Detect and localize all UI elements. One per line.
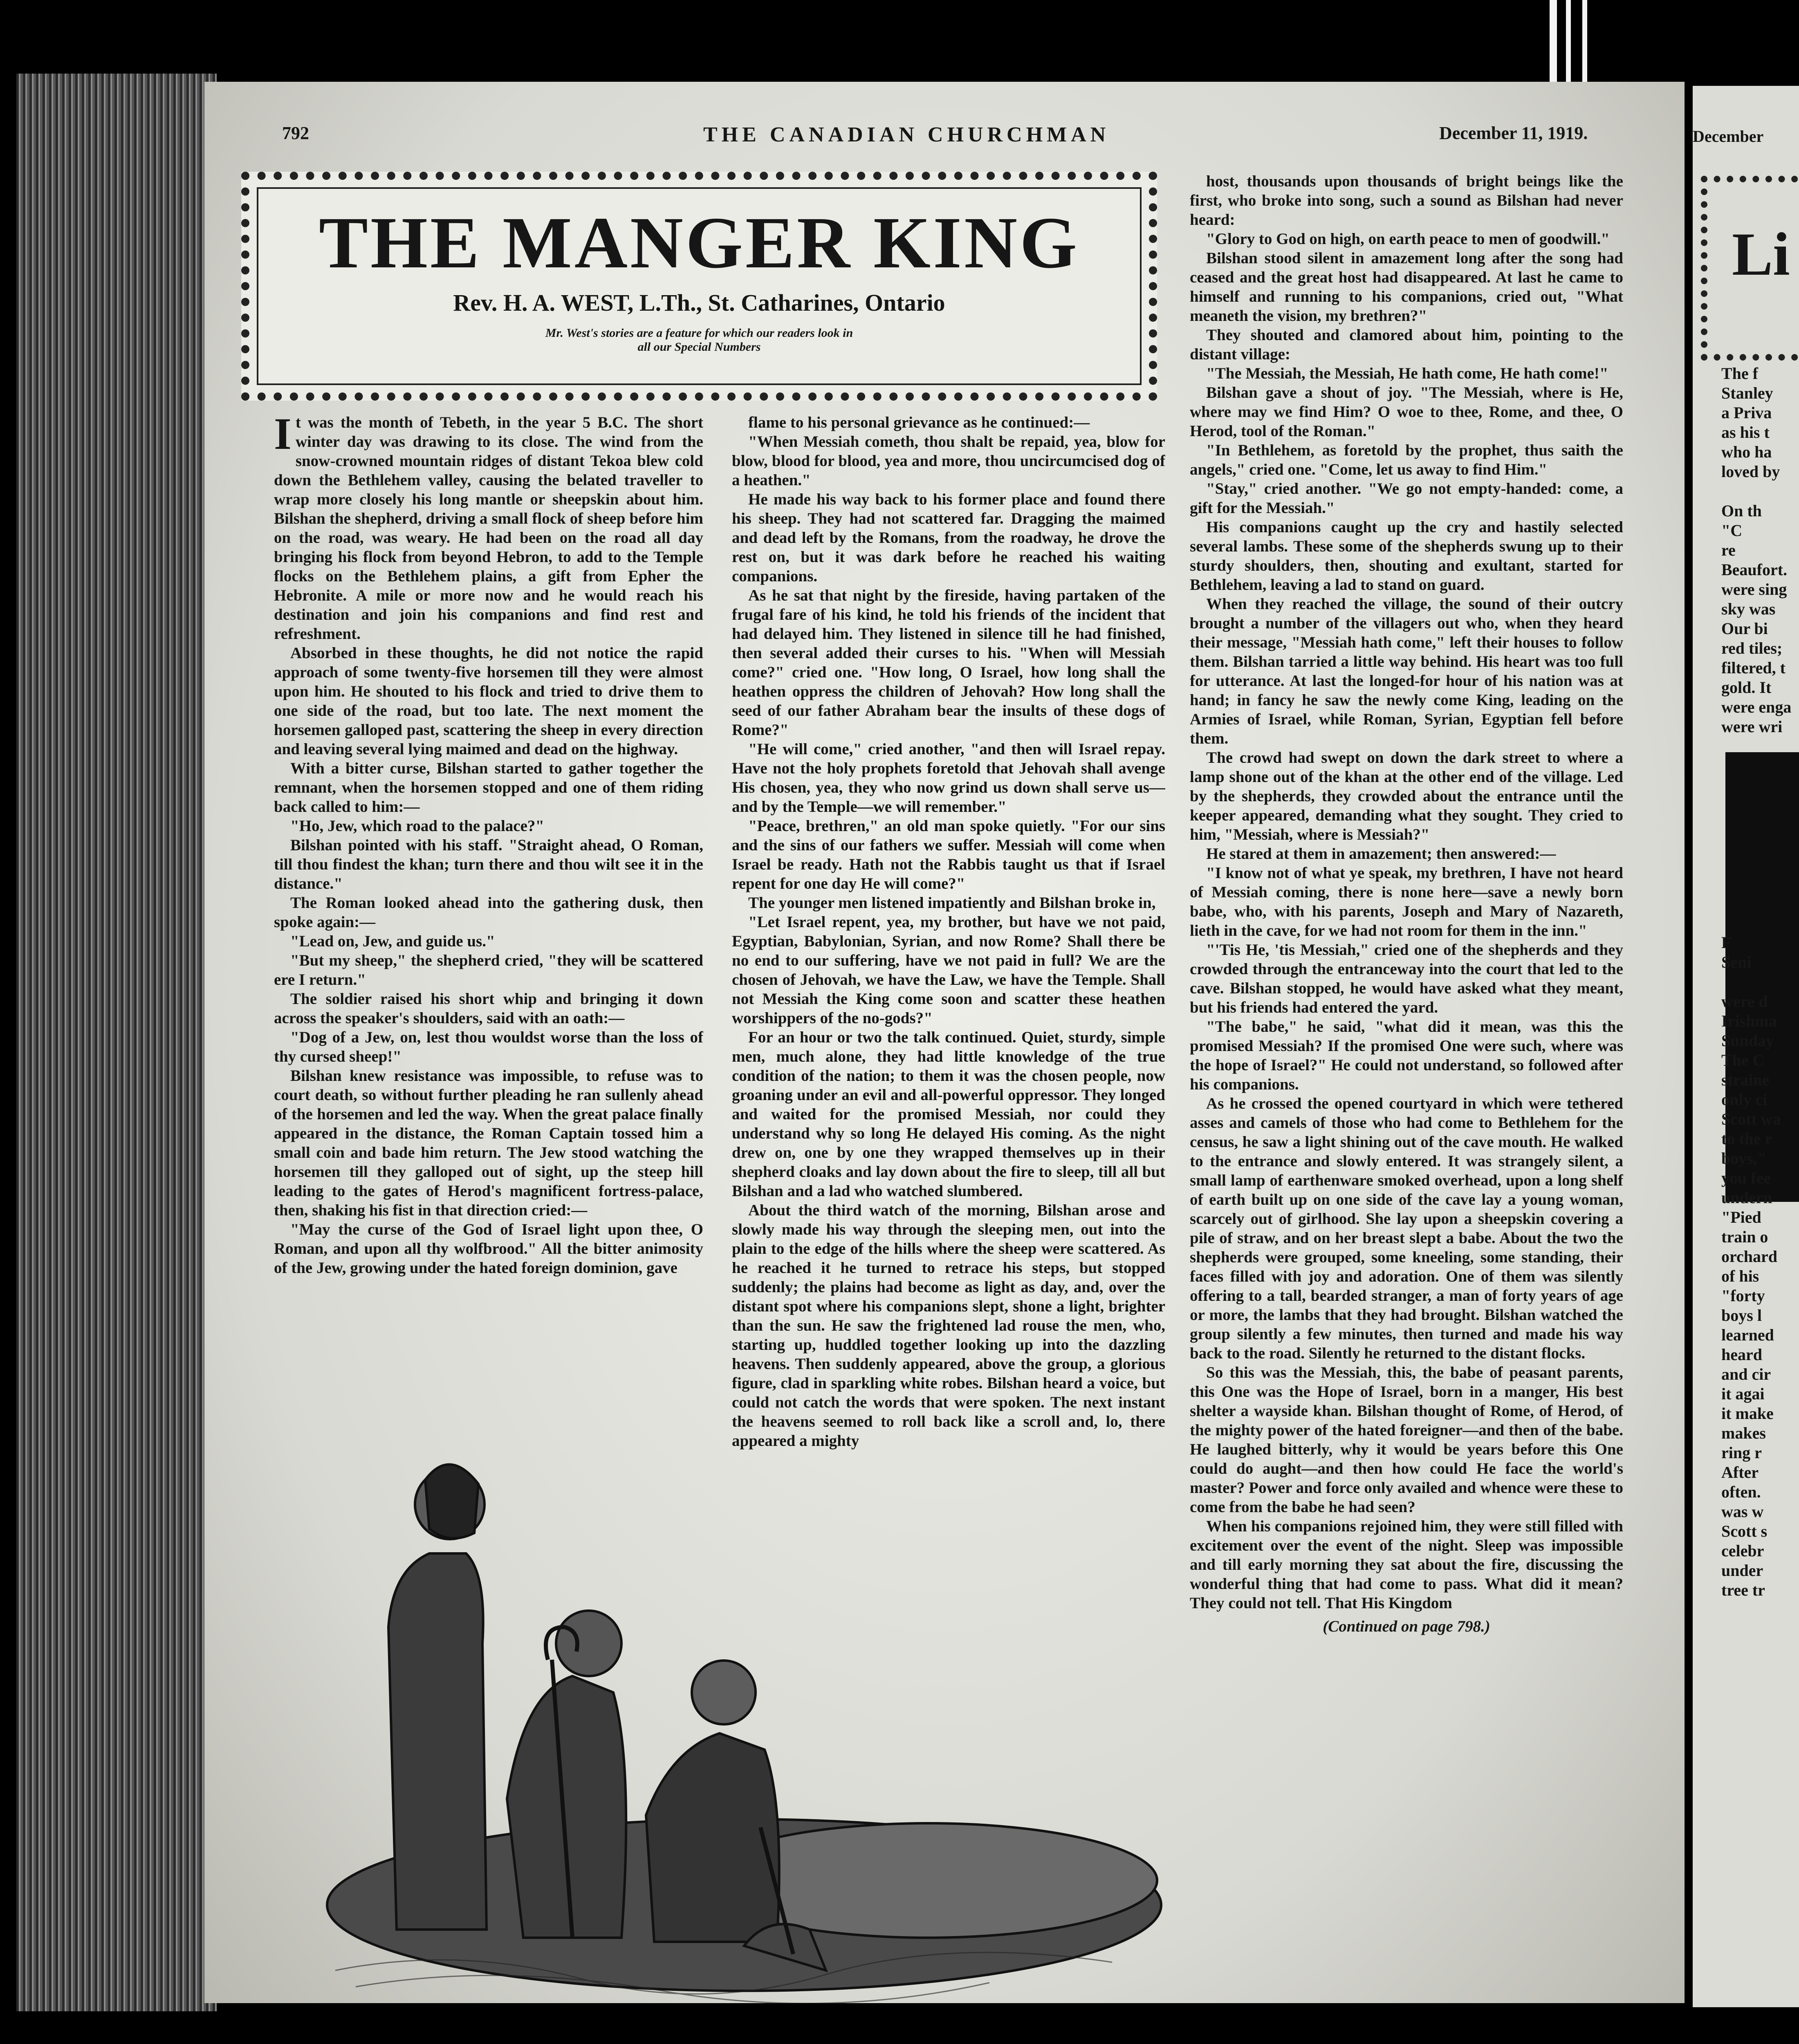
adjacent-text-line: were d bbox=[1721, 992, 1768, 1011]
issue-date: December 11, 1919. bbox=[1439, 123, 1588, 143]
paragraph: The soldier raised his short whip and bringing it down across the speaker's shoulders, said with an oath:— bbox=[274, 990, 703, 1027]
adjacent-text-line: Our bi bbox=[1721, 619, 1768, 638]
adjacent-text-line: "Pied bbox=[1721, 1208, 1761, 1226]
adjacent-text-line: The f bbox=[1721, 364, 1758, 383]
adjacent-text-line: Irishma bbox=[1721, 1012, 1777, 1030]
paragraph: "He will come," cried another, "and then will Israel repay. Have not the holy prophets foretold that Jehovah shall avenge His chosen, yea, they who now grind us down shall serve us—and by the Temple—we will remember." bbox=[732, 740, 1165, 816]
adjacent-text-line: celebr bbox=[1721, 1542, 1764, 1560]
paragraph: "Peace, brethren," an old man spoke quietly. "For our sins and the sins of our fathers we suffer. Messiah will come when Israel be ready. Hath not the Rabbis taught us that if Israel repent for one day He will come?" bbox=[732, 817, 1165, 892]
paragraph: "In Bethlehem, as foretold by the prophet, thus saith the angels," cried one. "Come, let us away to find Him." bbox=[1190, 442, 1623, 478]
paragraph: "Glory to God on high, on earth peace to men of goodwill." bbox=[1206, 230, 1610, 248]
paragraph: For an hour or two the talk continued. Quiet, sturdy, simple men, much alone, they had little knowledge of the true condition of the nation; to them it was the chosen people, now groaning under an evil and all-powerful oppressor. They longed and waited for the promised Messiah, nor could they understand why so long He delayed His coming. As the night drew on, one by one they wrapped themselves up in their shepherd cloaks and lay down about the fire to sleep, till all but Bilshan and a lad who watched slumbered. bbox=[732, 1029, 1165, 1200]
adjacent-text bbox=[1721, 364, 1799, 1999]
adjacent-text-line: a Priva bbox=[1721, 403, 1772, 422]
adjacent-text-line: re bbox=[1721, 541, 1736, 559]
paragraph bbox=[274, 413, 703, 643]
paragraph: "Stay," cried another. "We go not empty-handed: come, a gift for the Messiah." bbox=[1190, 480, 1623, 517]
adjacent-text-line: you fee bbox=[1721, 1169, 1771, 1187]
adjacent-text-line: "C bbox=[1721, 521, 1743, 540]
paragraph: "May the curse of the God of Israel light upon thee, O Roman, and upon all thy wolfbrood." All the bitter animosity of the Jew, growing under the hated foreign dominion, gave bbox=[274, 1221, 703, 1277]
adjacent-text-line: of his bbox=[1721, 1267, 1759, 1285]
publication-name: THE CANADIAN CHURCHMAN bbox=[703, 123, 1110, 146]
page-number: 792 bbox=[282, 123, 309, 143]
adjacent-text-line: Scott s bbox=[1721, 1522, 1768, 1540]
paragraph: host, thousands upon thousands of bright beings like the first, who broke into song, such a sound as Bilshan had never heard: bbox=[1190, 173, 1623, 229]
adjacent-text-line: After bbox=[1721, 1463, 1759, 1481]
adjacent-title: Li bbox=[1732, 220, 1790, 288]
adjacent-text-line: it make bbox=[1721, 1404, 1774, 1423]
adjacent-text-line: filtered, t bbox=[1721, 659, 1786, 677]
adjacent-text-line: were sing bbox=[1721, 580, 1787, 598]
paragraph: They shouted and clamored about him, pointing to the distant village: bbox=[1190, 326, 1623, 363]
adjacent-text-line: undern bbox=[1721, 1188, 1772, 1207]
adjacent-text-line: were wri bbox=[1721, 717, 1783, 736]
adjacent-text-line: orchard bbox=[1721, 1247, 1778, 1266]
paragraph: Bilshan pointed with his staff. "Straight ahead, O Roman, till thou findest the khan; turn there and thou wilt see it in the distance." bbox=[274, 836, 703, 892]
paragraph: The crowd had swept on down the dark street to where a lamp shone out of the khan at the other end of the village. Led by the shepherds, they crowded about the entrance until the keeper appeared, demanding what they sought. They cried to him, "Messiah, where is Messiah?" bbox=[1190, 749, 1623, 843]
paragraph: Bilshan stood silent in amazement long after the song had ceased and the great host had disappeared. At last he came to himself and running to his companions, cried out, "What meaneth the vision, my brethren?" bbox=[1190, 249, 1623, 325]
book-page-edges bbox=[16, 74, 217, 2011]
adjacent-text-line: often. bbox=[1721, 1483, 1761, 1501]
paragraph: flame to his personal grievance as he continued:— bbox=[748, 414, 1090, 431]
adjacent-text-line: Seni bbox=[1721, 953, 1752, 971]
paragraph: As he sat that night by the fireside, having partaken of the frugal fare of his kind, he told his friends of the incident that had delayed him. They listened in silence till he had finished, then several added their curses to his. "When will Messiah come?" cried one. "How long, O Israel, how long shall the heathen oppress the children of Jehovah? How long shall the seed of our father Abraham bear the insults of these dogs of Rome?" bbox=[732, 587, 1165, 739]
paragraph: "I know not of what ye speak, my brethren, I have not heard of Messiah coming, there is none here—save a newly born babe, who, with his parents, Joseph and Mary of Nazareth, lieth in the cave, for we had not room for them in the inn." bbox=[1190, 864, 1623, 939]
adjacent-text-line: and cir bbox=[1721, 1365, 1771, 1383]
adjacent-text-line: were enga bbox=[1721, 698, 1792, 716]
paragraph: As he crossed the opened courtyard in which were tethered asses and camels of those who had come to Bethlehem for the census, he saw a light shining out of the cave mouth. He walked to the entrance and slowly entered. It was strangely silent, a small lamp of earthenware smoked overhead, upon a long shelf of earth built up on one side of the cave lay a young woman, scarcely out of girlhood. She lay upon a sheepskin covering a pile of straw, and on her breast slept a babe. About the two the shepherds were grouped, some kneeling, some standing, their faces filled with joy and adoration. One of them was silently offering to a tall, bearded stranger, a man of forty years of age or more, the lambs that they had brought. Bilshan watched the group silently a few minutes, then turned and made his way back to the road. Silently he returned to the distant flocks. bbox=[1190, 1095, 1623, 1362]
paragraph: So this was the Messiah, this, the babe of peasant parents, this One was the Hope of Israel, born in a manger, His best shelter a wayside khan. Bilshan thought of Rome, of Herod, of the mighty power of the hated foreigner—and then of the babe. He laughed bitterly, why it would be years before this One could do aught—and then how could He face the world's master? Power and force only availed and whence were these to come from the babe he had seen? bbox=[1190, 1364, 1623, 1516]
adjacent-text-line: boys l bbox=[1721, 1306, 1762, 1325]
paragraph: "Dog of a Jew, on, lest thou wouldst worse than the loss of thy cursed sheep!" bbox=[274, 1029, 703, 1065]
adjacent-text-line: On th bbox=[1721, 502, 1762, 520]
scan-mark bbox=[1566, 0, 1571, 82]
adjacent-text-line: red tiles; bbox=[1721, 639, 1783, 657]
adjacent-text-line: makes bbox=[1721, 1424, 1766, 1442]
adjacent-text-line: as his t bbox=[1721, 423, 1770, 442]
paragraph: About the third watch of the morning, Bilshan arose and slowly made his way through the sleeping men, out into the plain to the edge of the hills where the sheep were scattered. As he reached it he turned to retrace his steps, but stopped suddenly; the plains had become as light as day, and, over the distant spot where his companions slept, shone a light, brighter than the sun. He saw the frightened lad rouse the men, who, starting up, huddled together looking up into the dazzling heavens. Then suddenly appeared, above the group, a glorious figure, clad in sparkling white robes. Bilshan heard a voice, but could not catch the words that were spoken. The next instant the heavens seemed to roll back like a scroll and, lo, there appeared a mighty bbox=[732, 1201, 1165, 1450]
adjacent-text-line: was w bbox=[1721, 1502, 1764, 1521]
title-box bbox=[241, 172, 1157, 401]
adjacent-page-header: December bbox=[1693, 127, 1764, 146]
continued-note: (Continued on page 798.) bbox=[1323, 1618, 1490, 1635]
paragraph: His companions caught up the cry and hastily selected several lambs. These some of the shepherds swung up to their sturdy shoulders, then, shouting and exultant, started for Bethlehem, leaving a lad to stand on guard. bbox=[1190, 518, 1623, 594]
adjacent-text-line: train o bbox=[1721, 1228, 1768, 1246]
adjacent-text-line: Stanley bbox=[1721, 384, 1773, 402]
paragraph: Bilshan knew resistance was impossible, to refuse was to court death, so without further pleading he ran sullenly ahead of the horsemen and led the way. When the great palace finally appeared in the distance, the Roman Captain tossed him a small coin and bade him return. The Jew stood watching the horsemen till they galloped out of sight, up the steep hill leading to the gates of Herod's magnificent fortress-palace, then, shaking his fist in that direction cried:— bbox=[274, 1067, 703, 1219]
adjacent-text-line: The C bbox=[1721, 1051, 1765, 1069]
adjacent-text-line: "forty bbox=[1721, 1286, 1765, 1305]
paragraph: "Lead on, Jew, and guide us." bbox=[290, 932, 495, 950]
scan-mark bbox=[1550, 0, 1557, 82]
article-byline: Rev. H. A. WEST, L.Th., St. Catharines, Ontario bbox=[453, 289, 945, 316]
article-title: THE MANGER KING bbox=[319, 202, 1080, 283]
paragraph: "Let Israel repent, yea, my brother, but have we not paid, Egyptian, Babylonian, Syrian, and now Rome? Shall there be no end to our suffering, have we not paid in full? We are the chosen of Jehovah, we have the Law, we have the Temple. Shall not Messiah the King come soon and scatter these heathen worshippers of the no-gods?" bbox=[732, 913, 1165, 1027]
paragraph: The younger men listened impatiently and Bilshan broke in, bbox=[748, 894, 1156, 912]
paragraph: With a bitter curse, Bilshan started to gather together the remnant, when the horsemen stopped and one of them riding back called to him:— bbox=[274, 760, 703, 816]
paragraph: Absorbed in these thoughts, he did not notice the rapid approach of some twenty-five horsemen till they were almost upon him. He shouted to his flock and tried to drive them to one side of the road, but too late. The next moment the horsemen galloped past, scattering the sheep in every direction and leaving several lying maimed and dead on the highway. bbox=[274, 644, 703, 758]
adjacent-text-line: Sunday bbox=[1721, 1031, 1774, 1050]
adjacent-text-line: under bbox=[1721, 1561, 1763, 1580]
adjacent-text-line: loved by bbox=[1721, 462, 1780, 481]
paragraph: "The Messiah, the Messiah, He hath come, He hath come!" bbox=[1206, 365, 1608, 382]
paragraph: "The babe," he said, "what did it mean, was this the promised Messiah? If the promised One were such, where was the hope of Israel?" He could not understand, so followed after his companions. bbox=[1190, 1018, 1623, 1093]
adjacent-text-line: heard bbox=[1721, 1345, 1762, 1364]
adjacent-text-line: ring r bbox=[1721, 1443, 1762, 1462]
paragraph: He stared at them in amazement; then answered:— bbox=[1206, 845, 1556, 863]
adjacent-text-line: who ha bbox=[1721, 443, 1772, 461]
editor-note: Mr. West's stories are a feature for which our readers look in all our Special Numbers bbox=[545, 326, 853, 354]
paragraph-text: t was the month of Tebeth, in the year 5 B.C. The short winter day was drawing to its close. The wind from the snow-crowned mountain ridges of distant Tekoa blew cold down the Bethlehem valley, causing the belated traveller to wrap more closely his long mantle or sheepskin about him. Bilshan the shepherd, driving a small flock of sheep before him on the road, was weary. He had been on the road all day bringing his flock from beyond Hebron, to add to the Temple flocks on the Bethlehem plains, a gift from Epher the Hebronite. A mile or more now and he would reach his destination and join his companions and find rest and refreshment. bbox=[274, 414, 703, 643]
paragraph: "When Messiah cometh, thou shalt be repaid, yea, blow for blow, blood for blood, yea and more, thou uncircumcised dog of a heathen." bbox=[732, 433, 1165, 489]
paragraph: He made his way back to his former place and found there his sheep. They had not scattered far. Dragging the maimed and dead left by the Romans, from the roadway, he drove the rest on, but it was dark before he reached his waiting companions. bbox=[732, 491, 1165, 585]
adjacent-text-line: gold. It bbox=[1721, 678, 1772, 697]
adjacent-text-line: F bbox=[1721, 933, 1732, 952]
paragraph: When his companions rejoined him, they were still filled with excitement over the event of the night. Sleep was impossible and till early morning they sat about the fire, discussing the wonderful thing that had come to pass. What did it mean? They could not tell. That His Kingdom bbox=[1190, 1517, 1623, 1612]
shepherds-illustration bbox=[294, 1398, 1169, 2003]
paragraph: "But my sheep," the shepherd cried, "they will be scattered ere I return." bbox=[274, 952, 703, 988]
adjacent-text-line: to the r bbox=[1721, 1130, 1772, 1148]
adjacent-text-line: Scott wa bbox=[1721, 1110, 1781, 1128]
adjacent-text-line: learned bbox=[1721, 1326, 1774, 1344]
adjacent-text-line: straine bbox=[1721, 1071, 1770, 1089]
adjacent-text-line: boys," bbox=[1721, 1149, 1767, 1168]
adjacent-text-line: tree tr bbox=[1721, 1581, 1765, 1599]
adjacent-text-line: only ci bbox=[1721, 1090, 1768, 1109]
drop-cap: I bbox=[274, 413, 292, 459]
article-column-2 bbox=[732, 413, 1165, 1508]
paragraph: "Ho, Jew, which road to the palace?" bbox=[290, 817, 545, 835]
paragraph: When they reached the village, the sound of their outcry brought a number of the villagers out who, when they heard their message, "Messiah hath come," left their houses to follow them. Bilshan tarried a little way behind. His heart was too full for utterance. At last the longed-for hour of his nation was at hand; in fancy he saw the newly come King, leading on the Armies of Israel, while Roman, Syrian, Egyptian fell before them. bbox=[1190, 595, 1623, 747]
adjacent-page bbox=[1693, 86, 1799, 2007]
paragraph: Bilshan gave a shout of joy. "The Messiah, where is He, where may we find Him? O woe to thee, Rome, and thee, O Herod, tool of the Roman." bbox=[1190, 384, 1623, 440]
adjacent-text-line: Beaufort. bbox=[1721, 560, 1788, 579]
paragraph: "'Tis He, 'tis Messiah," cried one of the shepherds and they crowded through the entranceway into the court that led to the cave. Bilshan stopped, he would have asked what they meant, but his friends had entered the yard. bbox=[1190, 941, 1623, 1016]
adjacent-text-line: it agai bbox=[1721, 1385, 1765, 1403]
paragraph: The Roman looked ahead into the gathering dusk, then spoke again:— bbox=[274, 894, 703, 931]
article-column-1 bbox=[274, 413, 703, 1394]
adjacent-text-line: sky was bbox=[1721, 600, 1776, 618]
scan-mark bbox=[1582, 0, 1587, 82]
adjacent-title-box bbox=[1701, 176, 1799, 361]
article-column-3 bbox=[1190, 172, 1623, 2003]
